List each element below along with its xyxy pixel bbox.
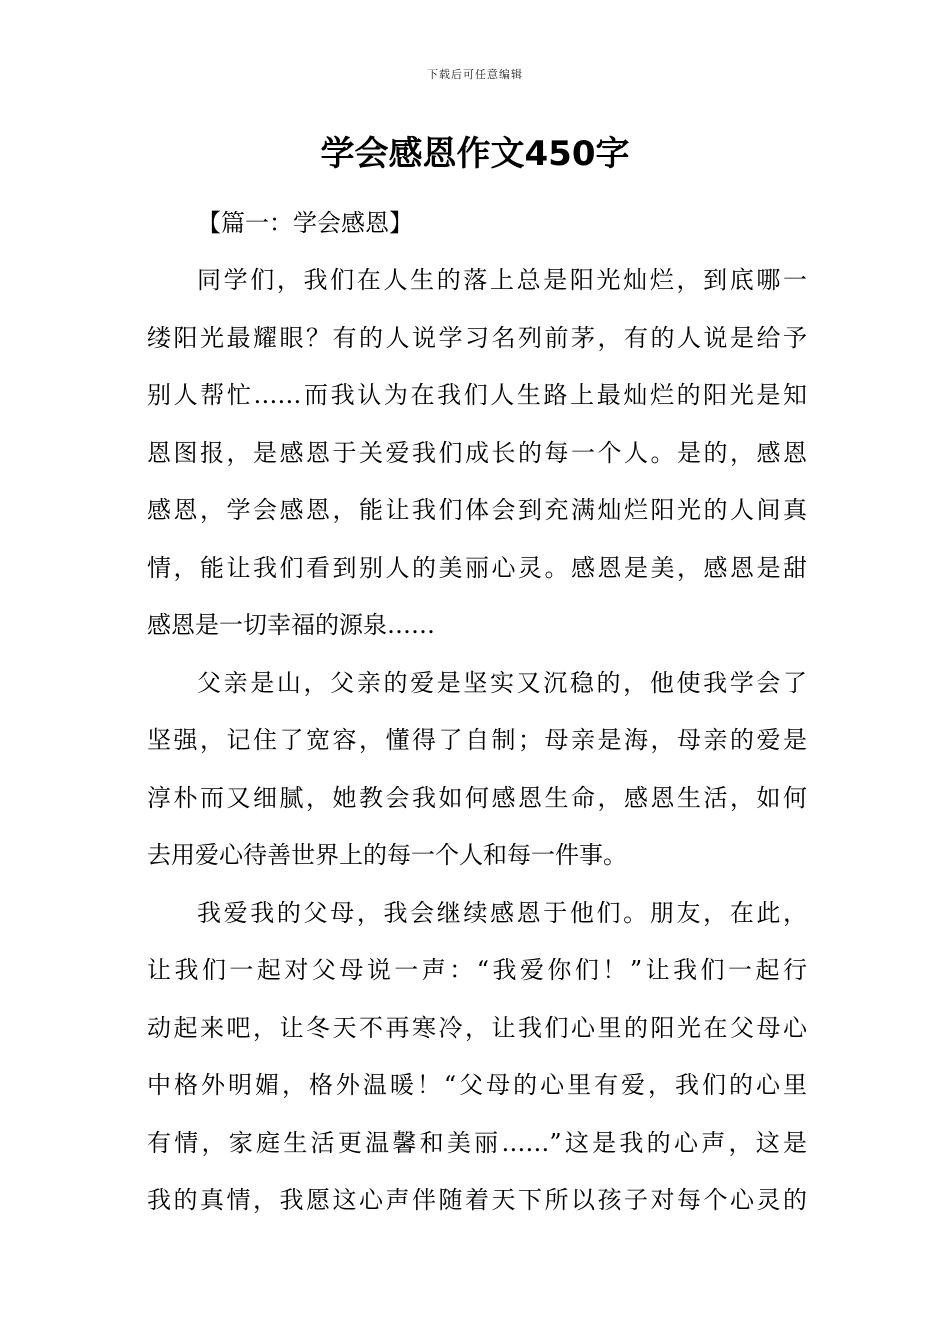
document-title: 学会感恩作文450字 (320, 134, 630, 174)
paragraph-line: 感恩是一切幸福的源泉…… (147, 611, 435, 639)
paragraph-line: 我爱我的父母，我会继续感恩于他们。朋友，在此， (197, 898, 807, 927)
paragraph-3 (147, 885, 807, 1230)
paragraph-line: 我的真情，我愿这心声伴随着天下所以孩子对每个心灵的 (147, 1186, 807, 1214)
paragraph-line: 去用爱心待善世界上的每一个人和每一件事。 (147, 841, 627, 869)
paragraph-line: 让我们一起对父母说一声：“我爱你们！”让我们一起行 (147, 956, 807, 984)
paragraph-line: 父亲是山，父亲的爱是坚实又沉稳的，他使我学会了 (197, 668, 807, 697)
document-body (147, 195, 807, 1230)
paragraph-2 (147, 655, 807, 885)
paragraph-line: 恩图报，是感恩于关爱我们成长的每一个人。是的，感恩 (147, 438, 807, 467)
paragraph-line: 有情，家庭生活更温馨和美丽……”这是我的心声，这是 (147, 1128, 807, 1157)
paragraph-line: 同学们，我们在人生的落上总是阳光灿烂，到底哪一 (197, 266, 807, 294)
paragraph-line: 坚强，记住了宽容，懂得了自制；母亲是海，母亲的爱是 (147, 726, 807, 754)
paragraph-1 (147, 252, 807, 655)
paragraph-line: 淳朴而又细腻，她教会我如何感恩生命，感恩生活，如何 (147, 783, 807, 812)
page-header-note: 下载后可任意编辑 (427, 68, 523, 81)
paragraph-line: 感恩，学会感恩，能让我们体会到充满灿烂阳光的人间真 (147, 496, 807, 524)
section-heading: 【篇一：学会感恩】 (197, 209, 413, 237)
paragraph-line: 别人帮忙……而我认为在我们人生路上最灿烂的阳光是知 (147, 381, 807, 409)
paragraph-line: 中格外明媚，格外温暖！“父母的心里有爱，我们的心里 (147, 1071, 807, 1099)
paragraph-line: 缕阳光最耀眼？有的人说学习名列前茅，有的人说是给予 (147, 323, 807, 352)
paragraph-line: 动起来吧，让冬天不再寒冷，让我们心里的阳光在父母心 (147, 1013, 807, 1042)
paragraph-line: 情，能让我们看到别人的美丽心灵。感恩是美，感恩是甜 (147, 553, 807, 582)
